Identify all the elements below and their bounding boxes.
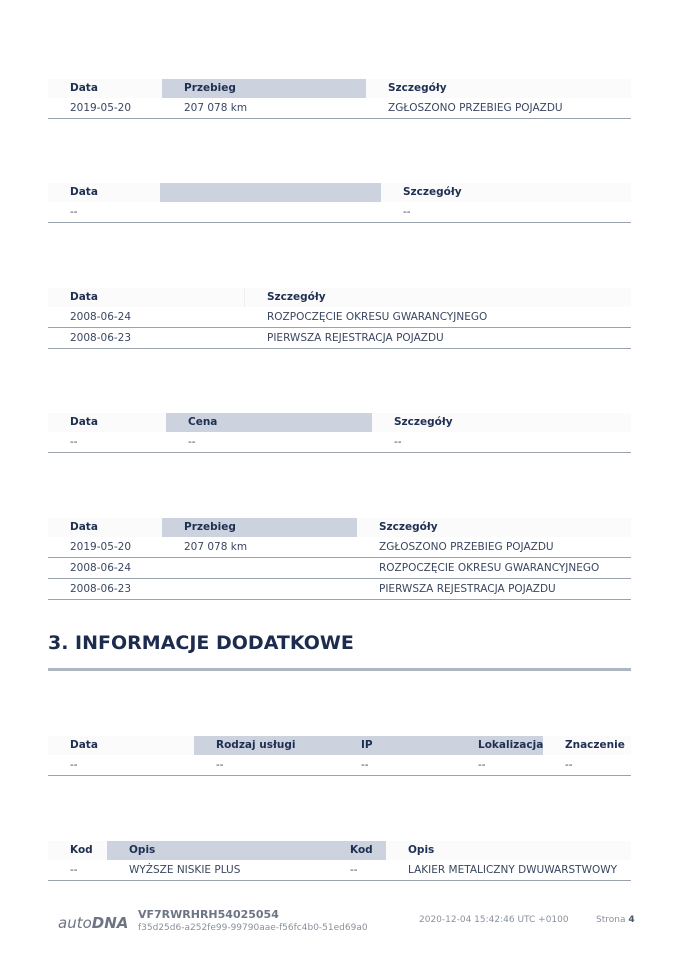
header-description-2: Opis bbox=[408, 844, 435, 856]
header-description: Opis bbox=[107, 841, 328, 860]
cell-service-type: -- bbox=[216, 759, 224, 771]
cell-details: -- bbox=[403, 206, 411, 218]
cell-description: WYŻSZE NISKIE PLUS bbox=[129, 864, 241, 876]
cell-mileage bbox=[162, 558, 184, 578]
logo-text-auto: auto bbox=[58, 914, 92, 932]
price-table bbox=[48, 413, 631, 453]
cell-mileage: 207 078 km bbox=[184, 102, 248, 114]
table-row bbox=[48, 579, 631, 600]
cell-mileage: 207 078 km bbox=[184, 541, 248, 553]
table-header bbox=[48, 841, 631, 860]
cell-details: ROZPOCZĘCIE OKRESU GWARANCYJNEGO bbox=[267, 311, 488, 323]
header-ip: IP bbox=[339, 736, 456, 755]
table-row bbox=[48, 432, 631, 453]
cell-description-2: LAKIER METALICZNY DWUWARSTWOWY bbox=[408, 864, 618, 876]
equipment-table bbox=[48, 841, 631, 881]
access-log-table bbox=[48, 736, 631, 776]
header-details: Szczegóły bbox=[388, 82, 447, 94]
table-row bbox=[48, 558, 631, 579]
table-header bbox=[48, 518, 631, 537]
header-location: Lokalizacja bbox=[456, 736, 543, 755]
cell-details: ZGŁOSZONO PRZEBIEG POJAZDU bbox=[379, 541, 554, 553]
vin-number: VF7RWRHRH54025054 bbox=[138, 908, 279, 921]
table-header bbox=[48, 413, 631, 432]
table-row bbox=[48, 860, 631, 881]
header-date: Data bbox=[70, 186, 98, 198]
cell-location: -- bbox=[478, 759, 486, 771]
header-details: Szczegóły bbox=[403, 186, 462, 198]
page-indicator bbox=[596, 915, 635, 925]
header-mileage: Przebieg bbox=[162, 518, 357, 537]
section-title: 3. INFORMACJE DODATKOWE bbox=[48, 632, 354, 654]
table-header bbox=[48, 183, 631, 202]
table-header bbox=[48, 736, 631, 755]
cell-blank bbox=[160, 202, 182, 222]
cell-details: PIERWSZA REJESTRACJA POJAZDU bbox=[379, 583, 556, 595]
cell-date: 2008-06-23 bbox=[70, 332, 132, 344]
cell-date: -- bbox=[70, 436, 78, 448]
header-code-2: Kod bbox=[328, 841, 386, 860]
cell-date: 2019-05-20 bbox=[70, 102, 132, 114]
cell-details: PIERWSZA REJESTRACJA POJAZDU bbox=[267, 332, 444, 344]
header-date: Data bbox=[70, 82, 98, 94]
section-divider bbox=[48, 668, 631, 671]
table-header bbox=[48, 288, 631, 307]
cell-date: 2019-05-20 bbox=[70, 541, 132, 553]
cell-details: ROZPOCZĘCIE OKRESU GWARANCYJNEGO bbox=[379, 562, 600, 574]
cell-date: 2008-06-24 bbox=[70, 562, 132, 574]
cell-code-2: -- bbox=[350, 864, 358, 876]
cell-ip: -- bbox=[361, 759, 369, 771]
header-date: Data bbox=[70, 739, 98, 751]
header-date: Data bbox=[70, 416, 98, 428]
page-number: 4 bbox=[628, 915, 635, 925]
report-hash: f35d25d6-a252fe99-99790aae-f56fc4b0-51ed69a0 bbox=[138, 923, 368, 933]
header-details: Szczegóły bbox=[379, 521, 438, 533]
cell-meaning: -- bbox=[565, 759, 573, 771]
report-timestamp: 2020-12-04 15:42:46 UTC +0100 bbox=[419, 915, 569, 925]
logo-text-dna: DNA bbox=[91, 914, 129, 932]
cell-date: -- bbox=[70, 759, 78, 771]
table-row bbox=[48, 98, 631, 119]
cell-code: -- bbox=[70, 864, 78, 876]
header-price: Cena bbox=[166, 413, 372, 432]
table-row bbox=[48, 537, 631, 558]
mileage-table bbox=[48, 79, 631, 119]
table-row bbox=[48, 328, 631, 349]
header-date: Data bbox=[70, 521, 98, 533]
header-meaning: Znaczenie bbox=[565, 739, 625, 751]
empty-table bbox=[48, 183, 631, 223]
cell-details: ZGŁOSZONO PRZEBIEG POJAZDU bbox=[388, 102, 563, 114]
cell-mileage bbox=[162, 579, 184, 599]
cell-date: -- bbox=[70, 206, 78, 218]
header-code: Kod bbox=[70, 844, 93, 856]
table-row bbox=[48, 307, 631, 328]
page-footer bbox=[0, 900, 679, 960]
header-details: Szczegóły bbox=[267, 291, 326, 303]
page-label: Strona bbox=[596, 915, 626, 925]
cell-details: -- bbox=[394, 436, 402, 448]
table-header bbox=[48, 79, 631, 98]
cell-date: 2008-06-24 bbox=[70, 311, 132, 323]
header-blank bbox=[160, 183, 381, 202]
cell-date: 2008-06-23 bbox=[70, 583, 132, 595]
header-date: Data bbox=[48, 288, 245, 307]
header-details: Szczegóły bbox=[394, 416, 453, 428]
autodna-logo bbox=[58, 914, 128, 932]
table-row bbox=[48, 755, 631, 776]
cell-price: -- bbox=[188, 436, 196, 448]
events-table bbox=[48, 288, 631, 349]
header-mileage: Przebieg bbox=[162, 79, 366, 98]
table-row bbox=[48, 202, 631, 223]
history-table bbox=[48, 518, 631, 600]
header-service-type: Rodzaj usługi bbox=[194, 736, 339, 755]
